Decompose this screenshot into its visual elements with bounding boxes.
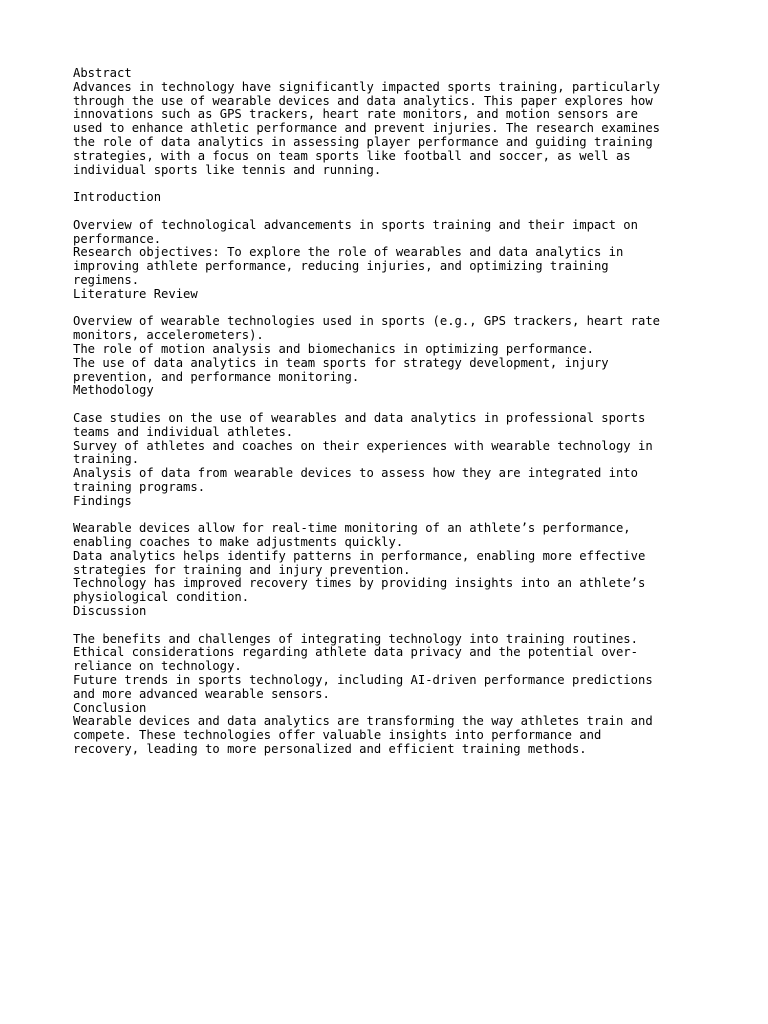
abstract-text-line: strategies, with a focus on team sports like football and soccer, as well as xyxy=(73,148,631,163)
abstract-text-line: innovations such as GPS trackers, heart rate monitors, and motion sensors are xyxy=(73,107,638,122)
methodology-text-line: Survey of athletes and coaches on their experiences with wearable technology in xyxy=(73,438,653,453)
abstract-text-line: used to enhance athletic performance and prevent injuries. The research examines xyxy=(73,121,660,136)
introduction-text-line: improving athlete performance, reducing injuries, and optimizing training xyxy=(73,259,609,274)
findings-text-line: strategies for training and injury prevention. xyxy=(73,562,411,577)
introduction-text-line: performance. xyxy=(73,231,162,246)
literature-review-text-line: prevention, and performance monitoring. xyxy=(73,369,360,384)
conclusion-text-line: Wearable devices and data analytics are transforming the way athletes train and xyxy=(73,714,653,729)
methodology-text-line: Case studies on the use of wearables and data analytics in professional sports xyxy=(73,410,646,425)
introduction-text-line: regimens. xyxy=(73,272,140,287)
blank-line xyxy=(73,398,713,412)
abstract-text-line: the role of data analytics in assessing player performance and guiding training xyxy=(73,134,653,149)
heading-conclusion: Conclusion xyxy=(73,700,147,715)
heading-introduction: Introduction xyxy=(73,190,162,205)
conclusion-text-line: recovery, leading to more personalized and efficient training methods. xyxy=(73,742,587,757)
literature-review-text-line: The role of motion analysis and biomechanics in optimizing performance. xyxy=(73,341,594,356)
blank-line xyxy=(73,205,713,219)
heading-findings: Findings xyxy=(73,493,132,508)
methodology-text-line: Analysis of data from wearable devices to assess how they are integrated into xyxy=(73,466,638,481)
discussion-text-line: Ethical considerations regarding athlete data privacy and the potential over- xyxy=(73,645,638,660)
blank-line xyxy=(73,509,713,523)
blank-line xyxy=(73,302,713,316)
methodology-text-line: teams and individual athletes. xyxy=(73,424,294,439)
discussion-text-line: The benefits and challenges of integrating technology into training routines. xyxy=(73,631,638,646)
heading-abstract: Abstract xyxy=(73,66,132,80)
findings-text-line: Technology has improved recovery times by providing insights into an athlete’s xyxy=(73,576,646,591)
methodology-text-line: training. xyxy=(73,452,140,467)
abstract-text-line: individual sports like tennis and running. xyxy=(73,162,382,177)
discussion-text-line: reliance on technology. xyxy=(73,659,242,674)
blank-line xyxy=(73,619,713,633)
document-body xyxy=(73,67,713,757)
discussion-text-line: Future trends in sports technology, including AI-driven performance predictions xyxy=(73,673,653,688)
findings-text-line: Data analytics helps identify patterns in performance, enabling more effective xyxy=(73,548,646,563)
methodology-text-line: training programs. xyxy=(73,479,206,494)
findings-text-line: enabling coaches to make adjustments quickly. xyxy=(73,535,404,550)
literature-review-text-line: Overview of wearable technologies used in sports (e.g., GPS trackers, heart rate xyxy=(73,314,660,329)
literature-review-text-line: The use of data analytics in team sports for strategy development, injury xyxy=(73,355,609,370)
conclusion-text-line: compete. These technologies offer valuable insights into performance and xyxy=(73,728,602,743)
discussion-text-line: and more advanced wearable sensors. xyxy=(73,686,330,701)
heading-discussion: Discussion xyxy=(73,604,147,619)
literature-review-text-line: monitors, accelerometers). xyxy=(73,328,264,343)
findings-text-line: physiological condition. xyxy=(73,590,250,605)
heading-methodology: Methodology xyxy=(73,383,154,398)
abstract-text-line: through the use of wearable devices and data analytics. This paper explores how xyxy=(73,93,653,108)
introduction-text-line: Overview of technological advancements in sports training and their impact on xyxy=(73,217,638,232)
abstract-text-line: Advances in technology have significantly impacted sports training, particularly xyxy=(73,79,660,94)
blank-line xyxy=(73,177,713,191)
findings-text-line: Wearable devices allow for real-time monitoring of an athlete’s performance, xyxy=(73,521,631,536)
heading-literature-review: Literature Review xyxy=(73,286,198,301)
introduction-text-line: Research objectives: To explore the role of wearables and data analytics in xyxy=(73,245,624,260)
